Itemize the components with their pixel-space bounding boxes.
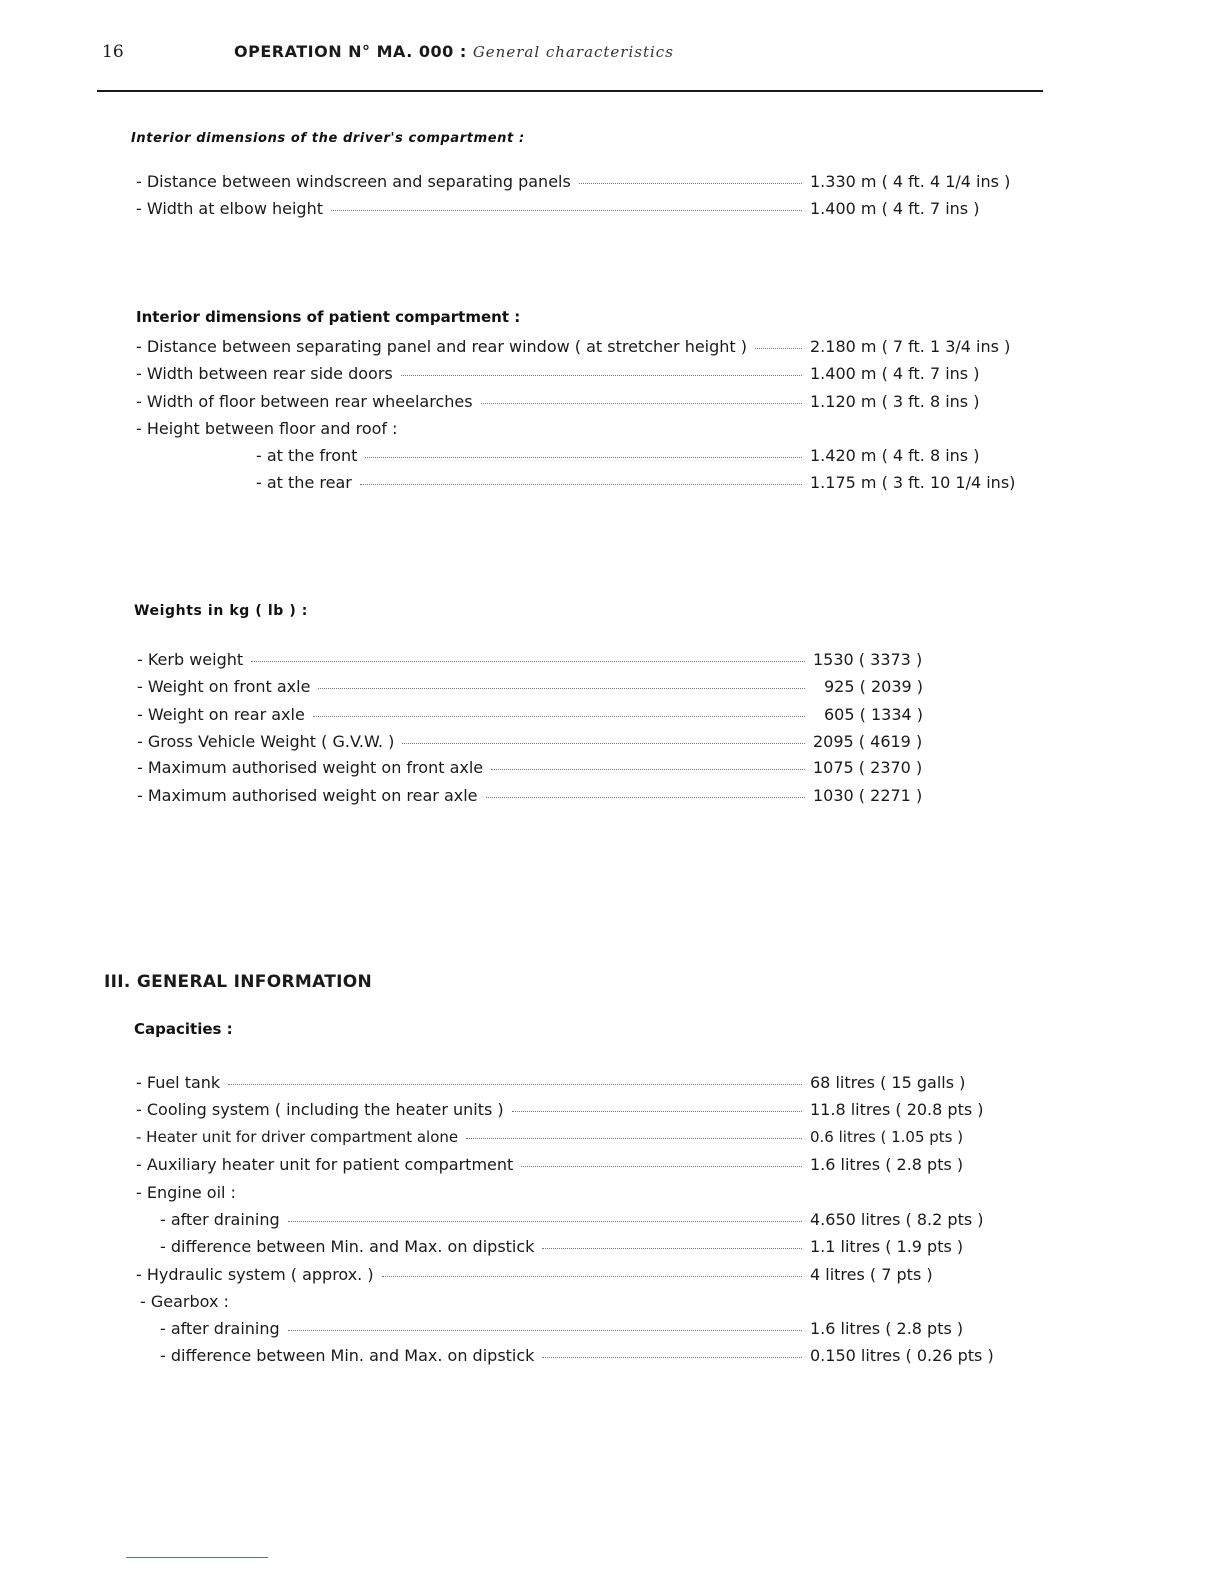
capacity-row	[136, 1126, 1006, 1148]
dot-leader	[360, 484, 802, 485]
row-label: - Width of floor between rear wheelarches	[136, 392, 473, 411]
row-label: - Cooling system ( including the heater units )	[136, 1100, 504, 1119]
capacities-heading: Capacities :	[134, 1020, 233, 1038]
row-value: 1.120 m ( 3 ft. 8 ins )	[810, 392, 980, 411]
weight-row	[137, 731, 923, 753]
row-label: - after draining	[160, 1210, 280, 1229]
row-label: - Fuel tank	[136, 1073, 221, 1092]
row-value: 1.400 m ( 4 ft. 7 ins )	[810, 199, 980, 218]
dot-leader	[228, 1084, 802, 1085]
dot-leader	[481, 403, 802, 404]
dot-leader	[402, 743, 805, 744]
weight-row	[137, 704, 923, 726]
row-value: 1.6 litres ( 2.8 pts )	[810, 1319, 964, 1338]
dot-leader	[382, 1276, 802, 1277]
dimension-row	[136, 171, 1036, 193]
row-value: 4.650 litres ( 8.2 pts )	[810, 1210, 984, 1229]
row-value: 68 litres ( 15 galls )	[810, 1073, 966, 1092]
dot-leader	[401, 375, 802, 376]
weight-row	[137, 649, 923, 671]
dot-leader	[512, 1111, 802, 1112]
row-label: - after draining	[160, 1319, 280, 1338]
weight-row	[137, 676, 923, 698]
capacity-row	[136, 1099, 1006, 1121]
section-title: III. GENERAL INFORMATION	[104, 972, 373, 992]
row-value: 1530 ( 3373 )	[813, 650, 923, 669]
dot-leader	[491, 769, 805, 770]
row-value: 2095 ( 4619 )	[813, 732, 923, 751]
row-label: - Width between rear side doors	[136, 364, 393, 383]
row-label: - Distance between separating panel and rear window ( at stretcher height )	[136, 337, 748, 356]
dot-leader	[466, 1138, 802, 1139]
weight-row	[137, 785, 923, 807]
row-label: - Maximum authorised weight on front axle	[137, 758, 484, 777]
row-value: 1075 ( 2370 )	[813, 758, 923, 777]
capacity-row	[136, 1072, 1006, 1094]
row-value: 11.8 litres ( 20.8 pts )	[810, 1100, 984, 1119]
row-value: 0.6 litres ( 1.05 pts )	[810, 1128, 964, 1146]
row-value: 1.175 m ( 3 ft. 10 1/4 ins)	[810, 473, 1016, 492]
row-label: - Weight on front axle	[137, 677, 311, 696]
dot-leader	[313, 716, 805, 717]
row-label: - Gearbox :	[140, 1292, 229, 1311]
row-label: - Distance between windscreen and separating panels	[136, 172, 571, 191]
dimension-row	[256, 472, 1036, 494]
dot-leader	[542, 1357, 802, 1358]
dimension-row	[136, 391, 1036, 413]
dot-leader	[755, 348, 802, 349]
row-value: 1030 ( 2271 )	[813, 786, 923, 805]
operation-number: OPERATION N° MA. 000 :	[234, 42, 467, 61]
dot-leader	[486, 797, 805, 798]
row-label: - difference between Min. and Max. on dipstick	[160, 1237, 535, 1256]
row-value: 605 ( 1334 )	[824, 705, 923, 724]
row-value: 1.400 m ( 4 ft. 7 ins )	[810, 364, 980, 383]
footer-rule	[126, 1557, 268, 1558]
row-value: 1.330 m ( 4 ft. 4 1/4 ins )	[810, 172, 1011, 191]
dimension-row	[136, 363, 1036, 385]
weights-heading: Weights in kg ( lb ) :	[134, 603, 309, 619]
row-label: - Height between floor and roof :	[136, 419, 398, 438]
operation-title	[234, 42, 674, 61]
row-value: 2.180 m ( 7 ft. 1 3/4 ins )	[810, 337, 1011, 356]
dot-leader	[579, 183, 802, 184]
row-label: - Engine oil :	[136, 1183, 236, 1202]
row-label: - at the rear	[256, 473, 352, 492]
capacity-row	[140, 1291, 740, 1313]
operation-subtitle: General characteristics	[472, 43, 674, 61]
weight-row	[137, 757, 923, 779]
row-label: - Hydraulic system ( approx. )	[136, 1265, 374, 1284]
driver-compartment-heading: Interior dimensions of the driver's compartment :	[131, 131, 525, 146]
capacity-row	[160, 1318, 1006, 1340]
dot-leader	[365, 457, 802, 458]
row-value: 1.420 m ( 4 ft. 8 ins )	[810, 446, 980, 465]
capacity-row	[160, 1209, 1006, 1231]
row-label: - Auxiliary heater unit for patient compartment	[136, 1155, 514, 1174]
dimension-row	[136, 418, 736, 440]
patient-compartment-heading: Interior dimensions of patient compartment :	[136, 308, 521, 326]
row-value: 1.6 litres ( 2.8 pts )	[810, 1155, 964, 1174]
row-value: 925 ( 2039 )	[824, 677, 923, 696]
header-rule	[97, 90, 1043, 92]
page-number: 16	[102, 42, 124, 62]
capacity-row	[136, 1182, 736, 1204]
dot-leader	[521, 1166, 802, 1167]
row-label: - Width at elbow height	[136, 199, 323, 218]
row-label: - Maximum authorised weight on rear axle	[137, 786, 478, 805]
dot-leader	[251, 661, 805, 662]
capacity-row	[160, 1236, 1006, 1258]
page-header	[98, 40, 1044, 68]
capacity-row	[160, 1345, 1006, 1367]
row-label: - Gross Vehicle Weight ( G.V.W. )	[137, 732, 395, 751]
capacity-row	[136, 1264, 1006, 1286]
row-value: 1.1 litres ( 1.9 pts )	[810, 1237, 964, 1256]
row-label: - difference between Min. and Max. on dipstick	[160, 1346, 535, 1365]
row-label: - Kerb weight	[137, 650, 244, 669]
dot-leader	[288, 1221, 802, 1222]
dimension-row	[136, 336, 1036, 358]
row-label: - Weight on rear axle	[137, 705, 305, 724]
row-value: 4 litres ( 7 pts )	[810, 1265, 933, 1284]
row-label: - at the front	[256, 446, 358, 465]
dot-leader	[542, 1248, 802, 1249]
dot-leader	[331, 210, 802, 211]
dot-leader	[318, 688, 805, 689]
dot-leader	[288, 1330, 802, 1331]
capacity-row	[136, 1154, 1006, 1176]
row-value: 0.150 litres ( 0.26 pts )	[810, 1346, 994, 1365]
dimension-row	[256, 445, 1036, 467]
row-label: - Heater unit for driver compartment alone	[136, 1128, 459, 1146]
dimension-row	[136, 198, 1036, 220]
